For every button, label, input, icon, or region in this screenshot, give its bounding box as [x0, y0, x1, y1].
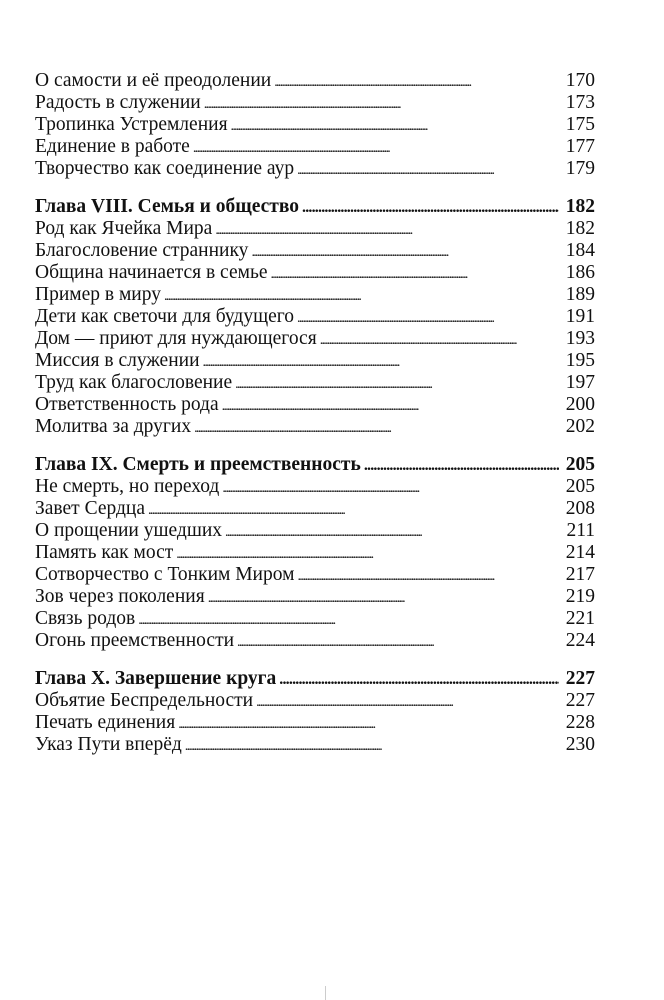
entry-title: Ответственность рода [35, 394, 219, 415]
entry-page: 173 [565, 92, 595, 113]
entry-page: 217 [565, 564, 595, 585]
entry-page: 230 [565, 734, 595, 755]
entry-title: Миссия в служении [35, 350, 200, 371]
dot-leader [148, 498, 559, 522]
dot-leader [297, 158, 559, 182]
entry-title: О прощении ушедших [35, 520, 223, 541]
entry-page: 211 [566, 520, 595, 541]
entry-title: Огонь преемственности [35, 630, 235, 651]
entry-title: Объятие Беспредельности [35, 690, 254, 711]
entry-title: Молитва за других [35, 416, 192, 437]
entry-title: Не смерть, но переход [35, 476, 220, 497]
toc-entry[interactable] [35, 630, 595, 652]
dot-leader [203, 350, 559, 374]
dot-leader [185, 734, 559, 758]
entry-page: 224 [565, 630, 595, 651]
toc-entry[interactable] [35, 542, 595, 564]
dot-leader [178, 712, 559, 736]
chapter-heading[interactable] [35, 454, 595, 476]
scan-edge-mark [325, 986, 326, 1000]
dot-leader [297, 306, 559, 330]
entry-title: Единение в работе [35, 136, 190, 157]
dot-leader [176, 542, 559, 566]
entry-title: Род как Ячейка Мира [35, 218, 213, 239]
dot-leader [222, 394, 559, 418]
toc-entry[interactable] [35, 564, 595, 586]
entry-page: 177 [565, 136, 595, 157]
entry-page: 197 [565, 372, 595, 393]
entry-page: 221 [565, 608, 595, 629]
toc-entry[interactable] [35, 262, 595, 284]
toc-entry[interactable] [35, 70, 595, 92]
dot-leader [320, 328, 559, 352]
dot-leader [194, 416, 559, 440]
entry-title: Благословение страннику [35, 240, 249, 261]
toc-entry[interactable] [35, 520, 595, 542]
entry-title: Творчество как соединение аур [35, 158, 295, 179]
toc-entry[interactable] [35, 158, 595, 180]
entry-title: Дети как светочи для будущего [35, 306, 295, 327]
entry-page: 219 [565, 586, 595, 607]
dot-leader [225, 520, 559, 544]
entry-page: 182 [565, 218, 595, 239]
entry-page: 186 [565, 262, 595, 283]
dot-leader [138, 608, 559, 632]
dot-leader [204, 92, 559, 116]
entry-page: 205 [565, 476, 595, 497]
table-of-contents [35, 70, 595, 772]
dot-leader [164, 284, 559, 308]
dot-leader [279, 668, 559, 691]
toc-entry[interactable] [35, 240, 595, 262]
dot-leader [235, 372, 559, 396]
toc-section-chapter-9 [35, 454, 595, 652]
chapter-heading[interactable] [35, 196, 595, 218]
toc-entry[interactable] [35, 218, 595, 240]
toc-entry[interactable] [35, 586, 595, 608]
dot-leader [231, 114, 559, 138]
dot-leader [237, 630, 559, 654]
chapter-page: 227 [565, 668, 595, 689]
dot-leader [302, 196, 559, 219]
toc-entry[interactable] [35, 416, 595, 438]
entry-page: 175 [565, 114, 595, 135]
toc-entry[interactable] [35, 690, 595, 712]
entry-title: Тропинка Устремления [35, 114, 228, 135]
entry-page: 179 [565, 158, 595, 179]
entry-title: Память как мост [35, 542, 174, 563]
entry-title: Связь родов [35, 608, 136, 629]
toc-entry[interactable] [35, 306, 595, 328]
dot-leader [274, 70, 559, 94]
entry-title: Радость в служении [35, 92, 201, 113]
entry-title: Печать единения [35, 712, 176, 733]
toc-section-chapter-10 [35, 668, 595, 756]
toc-entry[interactable] [35, 712, 595, 734]
toc-entry[interactable] [35, 92, 595, 114]
dot-leader [271, 262, 560, 286]
dot-leader [222, 476, 559, 500]
dot-leader [251, 240, 559, 264]
toc-entry[interactable] [35, 372, 595, 394]
dot-leader [256, 690, 559, 714]
entry-title: Община начинается в семье [35, 262, 268, 283]
entry-page: 202 [565, 416, 595, 437]
toc-entry[interactable] [35, 608, 595, 630]
entry-title: Дом — приют для нуждающегося [35, 328, 317, 349]
entry-page: 208 [565, 498, 595, 519]
dot-leader [297, 564, 559, 588]
toc-entry[interactable] [35, 350, 595, 372]
dot-leader [364, 454, 559, 477]
entry-title: Пример в миру [35, 284, 161, 305]
entry-title: Завет Сердца [35, 498, 145, 519]
chapter-title: Глава X. Завершение круга [35, 668, 277, 689]
chapter-title: Глава IX. Смерть и преемственность [35, 454, 361, 475]
dot-leader [193, 136, 559, 160]
chapter-heading[interactable] [35, 668, 595, 690]
toc-entry[interactable] [35, 394, 595, 416]
toc-entry[interactable] [35, 114, 595, 136]
entry-page: 195 [565, 350, 595, 371]
entry-page: 214 [565, 542, 595, 563]
entry-page: 184 [565, 240, 595, 261]
dot-leader [208, 586, 559, 610]
toc-entry[interactable] [35, 328, 595, 350]
entry-title: Труд как благословение [35, 372, 233, 393]
entry-page: 200 [565, 394, 595, 415]
entry-page: 193 [565, 328, 595, 349]
dot-leader [215, 218, 559, 242]
toc-entry[interactable] [35, 498, 595, 520]
chapter-page: 205 [565, 454, 595, 475]
entry-page: 227 [565, 690, 595, 711]
entry-title: Сотворчество с Тонким Миром [35, 564, 295, 585]
toc-entry[interactable] [35, 136, 595, 158]
toc-section-continuation [35, 70, 595, 180]
entry-title: Указ Пути вперёд [35, 734, 182, 755]
toc-section-chapter-8 [35, 196, 595, 438]
toc-entry[interactable] [35, 284, 595, 306]
toc-entry[interactable] [35, 476, 595, 498]
entry-title: О самости и её преодолении [35, 70, 272, 91]
entry-page: 191 [565, 306, 595, 327]
chapter-page: 182 [565, 196, 595, 217]
entry-page: 228 [565, 712, 595, 733]
entry-title: Зов через поколения [35, 586, 205, 607]
entry-page: 170 [565, 70, 595, 91]
chapter-title: Глава VIII. Семья и общество [35, 196, 299, 217]
entry-page: 189 [565, 284, 595, 305]
toc-entry[interactable] [35, 734, 595, 756]
